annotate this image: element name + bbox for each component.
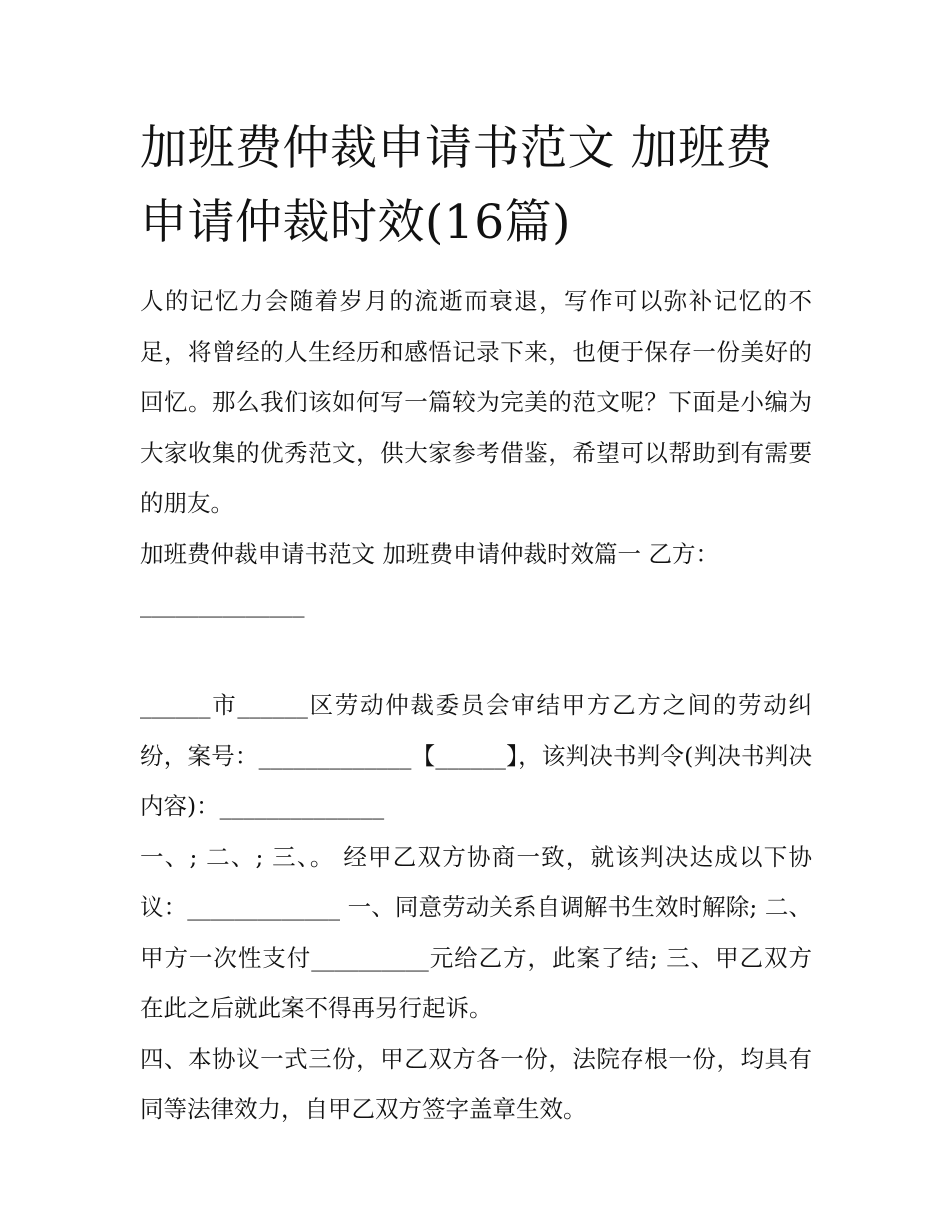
- document-title: 加班费仲裁申请书范文 加班费申请仲裁时效(16篇): [140, 121, 773, 250]
- copies-paragraph: 四、本协议一式三份，甲乙双方各一份，法院存根一份，均具有同等法律效力，自甲乙双方签字盖章生效。: [140, 1044, 812, 1123]
- case-paragraph: ______市______区劳动仲裁委员会审结甲方乙方之间的劳动纠纷，案号：_____________【______】，该判决书判令(判决书判决内容)：______________: [140, 691, 812, 820]
- intro-paragraph: 人的记忆力会随着岁月的流逝而衰退，写作可以弥补记忆的不足，将曾经的人生经历和感悟记录下来，也便于保存一份美好的回忆。那么我们该如何写一篇较为完美的范文呢？下面是小编为大家收集的优秀范文，供大家参考借鉴，希望可以帮助到有需要的朋友。: [140, 287, 812, 517]
- agreement-paragraph: 一、; 二、; 三、。 经甲乙双方协商一致，就该判决达成以下协议：_____________ 一、同意劳动关系自调解书生效时解除; 二、甲方一次性支付__________元给乙方，此案了结; 三、甲乙双方在此之后就此案不得再另行起诉。: [140, 842, 812, 1022]
- spacer: [140, 630, 812, 681]
- section-heading-paragraph: 加班费仲裁申请书范文 加班费申请仲裁时效篇一 乙方：: [140, 539, 719, 568]
- document-body: [140, 276, 812, 1135]
- party-b-blank: ______________: [140, 590, 305, 618]
